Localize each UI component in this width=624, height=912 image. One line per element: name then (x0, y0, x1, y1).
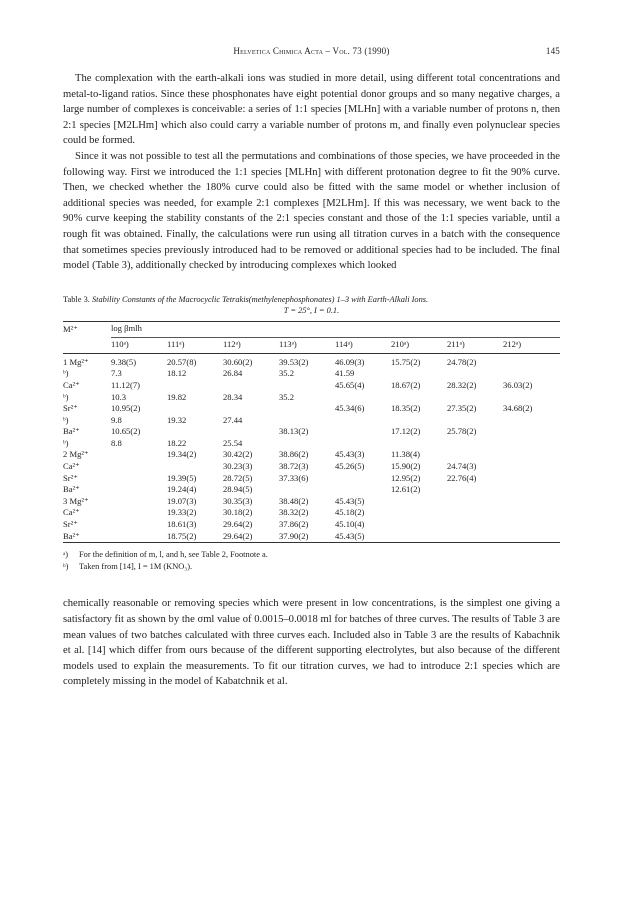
table-cell (111, 449, 167, 461)
table-cell: 39.53(2) (279, 356, 309, 367)
table-cell: 45.18(2) (335, 507, 365, 518)
table-cell (503, 461, 560, 473)
table-cell (391, 392, 447, 404)
table-cell: 28.32(2) (447, 379, 477, 390)
table-conditions: T = 25°, I = 0.1. (283, 306, 340, 316)
table-cell: 10.3 (111, 391, 127, 402)
table-cell: 19.82 (167, 391, 187, 402)
col-group-header: log βmlh (111, 321, 560, 337)
table-cell (111, 507, 167, 519)
row-label: Ba²⁺ (63, 426, 80, 437)
table-label: Table 3. (63, 294, 90, 304)
table-cell (335, 415, 391, 427)
table-cell: 15.90(2) (391, 461, 421, 472)
row-label: Ca²⁺ (63, 507, 80, 518)
table-cell (167, 403, 223, 415)
paper-page (63, 46, 560, 701)
table-cell: 27.35(2) (447, 403, 477, 414)
table-row (63, 473, 560, 485)
table-cell: 20.57(8) (167, 356, 197, 367)
table-header-row (63, 321, 560, 337)
table-cell: 27.44 (223, 414, 243, 425)
table-cell: 30.23(3) (223, 461, 253, 472)
table-cell: 8.8 (111, 437, 122, 448)
table-cell (447, 519, 503, 531)
row-label: Sr²⁺ (63, 472, 78, 483)
table-cell: 19.07(3) (167, 495, 197, 506)
row-label: Ca²⁺ (63, 379, 80, 390)
table-cell: 30.60(2) (223, 356, 253, 367)
row-label: Ba²⁺ (63, 531, 111, 543)
row-label: ᵇ) (63, 368, 69, 379)
table-title: Stability Constants of the Macrocyclic Tetrakis(methylenephosphonates) 1–3 with Earth-Alkali Ions. (91, 294, 429, 304)
row-label: Ba²⁺ (63, 484, 80, 495)
table-row (63, 426, 560, 438)
table-cell (391, 496, 447, 508)
table-cell (111, 473, 167, 485)
table-row (63, 415, 560, 427)
table-cell (111, 496, 167, 508)
table-cell (503, 368, 560, 380)
col-header: 114ᵃ) (335, 337, 391, 353)
table-cell: 45.34(6) (335, 403, 365, 414)
stability-constants-table (63, 321, 560, 544)
table-cell: 19.39(5) (167, 472, 197, 483)
table-row (63, 438, 560, 450)
table-cell: 22.76(4) (447, 472, 477, 483)
row-label: 1 Mg²⁺ (63, 356, 89, 367)
table-cell: 10.95(2) (111, 403, 141, 414)
running-header (63, 46, 560, 60)
table-row (63, 392, 560, 404)
table-cell: 34.68(2) (503, 403, 533, 414)
table-cell: 28.72(5) (223, 472, 253, 483)
table-cell (503, 357, 560, 369)
table-cell: 29.64(2) (223, 531, 279, 543)
table-cell (335, 438, 391, 450)
table-cell: 45.26(5) (335, 461, 365, 472)
body-paragraph: Since it was not possible to test all the permutations and combinations of those species, we have proceeded in the following way. First we introduced the 1:1 species [MLHn] with different protonation degree to fit the 90% curve. Then, we checked whether the 180% curve could also be fitted with the same model or whether inclusion of additional species was needed, for example 2:1 complexes [M2LHm]. If this was necessary, we went back to the 90% curve keeping the stability constants of the 2:1 species constant and those of the 1:1 species variable, until a rough fit was obtained. Finally, the calculations were run using all titration curves in a batch with the consequence that sometimes species previously introduced had to be removed or additional species had to be included. The final model (Table 3), additionally checked by introducing complexes which looked (63, 150, 560, 272)
table-cell (391, 415, 447, 427)
table-cell: 9.8 (111, 414, 122, 425)
table-row (63, 368, 560, 380)
table-cell: 25.54 (223, 437, 243, 448)
table-cell: 28.94(5) (223, 484, 253, 495)
row-label: ᵇ) (63, 414, 69, 425)
row-label: Sr²⁺ (63, 403, 78, 414)
row-label: ᵇ) (63, 437, 69, 448)
table-cell (335, 484, 391, 496)
table-cell: 10.65(2) (111, 426, 141, 437)
table-cell: 18.75(2) (167, 531, 223, 543)
table-cell (111, 519, 167, 531)
table-cell: 45.10(4) (335, 519, 365, 530)
table-cell (335, 473, 391, 485)
table-cell: 38.72(3) (279, 461, 309, 472)
table-cell: 26.84 (223, 368, 243, 379)
table-row (63, 507, 560, 519)
table-row (63, 357, 560, 369)
col-header: 110ᵃ) (111, 337, 167, 353)
table-cell (223, 380, 279, 392)
table-cell (111, 531, 167, 543)
table-cell (279, 415, 335, 427)
table-cell: 38.32(2) (279, 507, 309, 518)
page-number: 145 (545, 46, 560, 56)
table-cell: 45.43(5) (335, 531, 391, 543)
table-cell: 11.38(4) (391, 449, 421, 460)
table-row (63, 531, 560, 543)
row-label: 3 Mg²⁺ (63, 495, 89, 506)
footnote: ᵃ) For the definition of m, l, and h, see Table 2, Footnote a. (63, 550, 268, 560)
table-cell: 18.61(3) (167, 519, 197, 530)
table-cell: 37.33(6) (279, 472, 309, 483)
table-row (63, 449, 560, 461)
table-cell (503, 473, 560, 485)
table-row (63, 461, 560, 473)
table-cell (447, 449, 503, 461)
body-paragraph: chemically reasonable or removing species which were present in low concentrations, is the simplest one giving a satisfactory fit as shown by the σml value of 0.0015–0.0018 ml for batches of three curves. The results of Table 3 are mean values of two batches calculated with three curves each. Included also in Table 3 are the results of Kabachnik et al. [14] which differ from ours because of the different supporting electrolytes, but also because of the different models used to explain the measurements. To fit our titration curves, we had to introduce 2:1 species which are completely missing in the model of Kabatchnik et al. (63, 598, 560, 688)
table-cell (447, 415, 503, 427)
table-cell: 19.32 (167, 414, 187, 425)
row-label: Sr²⁺ (63, 519, 78, 530)
table-cell (279, 403, 335, 415)
table-cell (391, 438, 447, 450)
col-header: 111ᵃ) (167, 337, 223, 353)
table-cell (111, 461, 167, 473)
table-cell (335, 426, 391, 438)
table-cell: 24.78(2) (447, 356, 477, 367)
table-cell (447, 496, 503, 508)
table-cell: 18.35(2) (391, 403, 421, 414)
table-cell (503, 496, 560, 508)
table-cell: 28.34 (223, 391, 243, 402)
row-label: ᵇ) (63, 391, 69, 402)
table-row (63, 380, 560, 392)
table-row (63, 496, 560, 508)
table-cell: 30.35(3) (223, 495, 253, 506)
table-cell: 35.2 (279, 391, 295, 402)
table-cell (503, 392, 560, 404)
table-cell (223, 426, 279, 438)
table-cell: 12.61(2) (391, 484, 421, 495)
table-cell (279, 484, 335, 496)
body-paragraph: The complexation with the earth-alkali ions was studied in more detail, using different total concentrations and metal-to-ligand ratios. Since these phosphonates have eight potential donor groups and so many negative charges, a large number of complexes is conceivable: a series of 1:1 species [MLHn] with a variable number of protons n, then 2:1 species [M2LHm] which also could carry a variable number of protons m, and finally even polynuclear species could be formed. (63, 73, 560, 147)
table-cell (447, 507, 503, 519)
col-header: 112ᵃ) (223, 337, 279, 353)
table-cell (391, 368, 447, 380)
table-cell: 35.2 (279, 368, 295, 379)
table-cell (447, 368, 503, 380)
table-cell: 37.90(2) (279, 531, 335, 543)
table-cell: 30.42(2) (223, 449, 253, 460)
table-cell: 45.43(5) (335, 495, 365, 506)
table-cell: 45.43(3) (335, 449, 365, 460)
table-cell (503, 519, 560, 531)
table-cell: 18.22 (167, 437, 187, 448)
table-cell: 30.18(2) (223, 507, 253, 518)
table-cell: 46.09(3) (335, 356, 365, 367)
table-cell: 25.78(2) (447, 426, 477, 437)
table-cell (279, 438, 335, 450)
table-cell (391, 507, 447, 519)
table-cell: 36.03(2) (503, 379, 533, 390)
col-header: 211ᵃ) (447, 337, 503, 353)
table-cell (447, 438, 503, 450)
table-cell (503, 531, 560, 543)
table-cell (167, 380, 223, 392)
table-cell: 19.33(2) (167, 507, 197, 518)
table-cell (503, 415, 560, 427)
col-header: 212ᵃ) (503, 337, 560, 353)
table-cell (167, 461, 223, 473)
footnote: ᵇ) Taken from [14], I = 1M (KNO₃). (63, 561, 193, 571)
table-row (63, 519, 560, 531)
table-cell (503, 426, 560, 438)
table-cell: 7.3 (111, 368, 122, 379)
table-cell: 11.12(7) (111, 379, 141, 390)
table-cell: 45.65(4) (335, 379, 365, 390)
table-cell: 19.24(4) (167, 484, 197, 495)
table-cell (391, 519, 447, 531)
row-label: Ca²⁺ (63, 461, 80, 472)
table-cell: 12.95(2) (391, 472, 421, 483)
table-cell: 38.48(2) (279, 495, 309, 506)
table-cell: 18.12 (167, 368, 187, 379)
table-row (63, 484, 560, 496)
table-subheader-row (63, 337, 560, 353)
table-caption (63, 294, 560, 317)
table-cell: 9.38(5) (111, 356, 137, 367)
table-cell: 37.86(2) (279, 519, 309, 530)
table-cell: 17.12(2) (391, 426, 421, 437)
table-cell (503, 484, 560, 496)
table-cell: 18.67(2) (391, 379, 421, 390)
table-cell (503, 438, 560, 450)
table-cell: 24.74(3) (447, 461, 477, 472)
table-cell (335, 392, 391, 404)
table-cell (391, 531, 447, 543)
journal-title: Helvetica Chimica Acta – Vol. 73 (1990) (233, 46, 390, 56)
table-row (63, 403, 560, 415)
table-cell (503, 449, 560, 461)
table-cell (167, 426, 223, 438)
row-label: 2 Mg²⁺ (63, 449, 89, 460)
table-cell (447, 531, 503, 543)
table-cell: 38.13(2) (279, 426, 309, 437)
table-cell (447, 392, 503, 404)
table-cell: 29.64(2) (223, 519, 253, 530)
col-header: 210ᵃ) (391, 337, 447, 353)
table-cell (111, 484, 167, 496)
col-header: 113ᵃ) (279, 337, 335, 353)
table-cell: 41.59 (335, 368, 355, 379)
table-cell: 19.34(2) (167, 449, 197, 460)
table-footnotes (63, 549, 560, 572)
table-cell (279, 380, 335, 392)
table-cell (503, 507, 560, 519)
table-cell (447, 484, 503, 496)
table-cell (223, 403, 279, 415)
table-cell: 15.75(2) (391, 356, 421, 367)
col-header-metal: M²⁺ (63, 321, 111, 337)
table-cell: 38.86(2) (279, 449, 309, 460)
